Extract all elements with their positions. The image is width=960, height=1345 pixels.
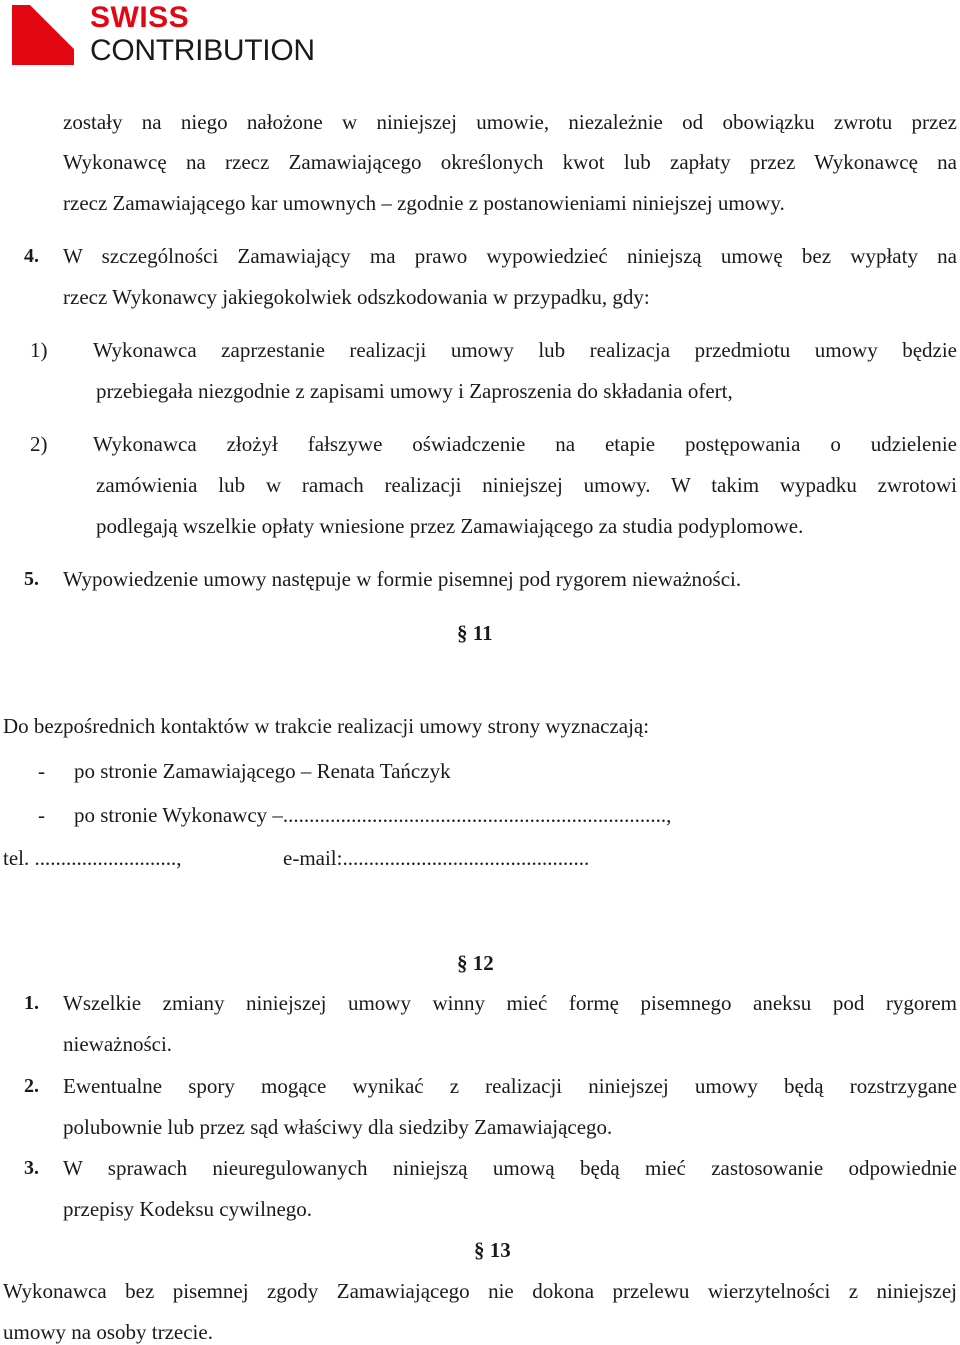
section-12-item-3-line-2: przepisy Kodeksu cywilnego. — [63, 1197, 313, 1221]
contact-2-dash: - — [38, 803, 45, 827]
section-12-item-1-line-1: Wszelkie zmiany niniejszej umowy winny mieć formę pisemnego aneksu pod rygorem — [63, 991, 957, 1015]
swiss-contribution-logo — [12, 1, 352, 67]
item-4-line-2: rzecz Wykonawcy jakiegokolwiek odszkodowania w przypadku, gdy: — [63, 285, 650, 309]
item-4-number: 4. — [24, 245, 39, 267]
section-12-item-1-number: 1. — [24, 992, 39, 1014]
contact-zamawiajacy: po stronie Zamawiającego – Renata Tańczyk — [74, 759, 451, 783]
intro-line-2: Wykonawcę na rzecz Zamawiającego określonych kwot lub zapłaty przez Wykonawcę na — [63, 150, 957, 174]
section-12-item-2-line-2: polubownie lub przez sąd właściwy dla siedziby Zamawiającego. — [63, 1115, 613, 1139]
section-11-intro: Do bezpośrednich kontaktów w trakcie realizacji umowy strony wyznaczają: — [3, 714, 650, 738]
contact-wykonawca: po stronie Wykonawcy –........................................................................., — [74, 803, 672, 827]
sub-2-number: 2) — [30, 432, 48, 456]
sub-2-line-2: zamówienia lub w ramach realizacji niniejszej umowy. W takim wypadku zwrotowi — [96, 473, 957, 497]
section-12-item-1-line-2: nieważności. — [63, 1032, 173, 1056]
item-5-text: Wypowiedzenie umowy następuje w formie pisemnej pod rygorem nieważności. — [63, 567, 742, 591]
sub-2-line-3: podlegają wszelkie opłaty wniesione przez Zamawiającego za studia podyplomowe. — [96, 514, 804, 538]
intro-line-3: rzecz Zamawiającego kar umownych – zgodnie z postanowieniami niniejszej umowy. — [63, 191, 785, 215]
section-12-heading: § 12 — [457, 951, 494, 975]
sub-1-number: 1) — [30, 338, 48, 362]
sub-2-line-1: Wykonawca złożył fałszywe oświadczenie na etapie postępowania o udzielenie — [93, 432, 957, 456]
sub-1-line-2: przebiegała niezgodnie z zapisami umowy i Zaproszenia do składania ofert, — [96, 379, 733, 403]
section-13-line-1: Wykonawca bez pisemnej zgody Zamawiającego nie dokona przelewu wierzytelności z niniejszej — [3, 1279, 957, 1303]
section-13-line-2: umowy na osoby trzecie. — [3, 1320, 213, 1344]
contact-1-dash: - — [38, 759, 45, 783]
logo-line-2: CONTRIBUTION — [90, 34, 315, 67]
logo-flag-icon — [12, 5, 74, 65]
intro-line-1: zostały na niego nałożone w niniejszej umowie, niezależnie od obowiązku zwrotu przez — [63, 110, 957, 134]
item-5-number: 5. — [24, 568, 39, 590]
section-12-item-3-line-1: W sprawach nieuregulowanych niniejszą umową będą mieć zastosowanie odpowiednie — [63, 1156, 957, 1180]
section-12-item-2-number: 2. — [24, 1075, 39, 1097]
contact-email: e-mail:............................................... — [283, 846, 590, 870]
section-11-heading: § 11 — [457, 621, 493, 645]
section-12-item-2-line-1: Ewentualne spory mogące wynikać z realizacji niniejszej umowy będą rozstrzygane — [63, 1074, 957, 1098]
contact-tel: tel. ..........................., — [3, 846, 182, 870]
section-13-heading: § 13 — [474, 1238, 511, 1262]
logo-line-1: SWISS — [90, 1, 190, 34]
sub-1-line-1: Wykonawca zaprzestanie realizacji umowy lub realizacja przedmiotu umowy będzie — [93, 338, 957, 362]
section-12-item-3-number: 3. — [24, 1157, 39, 1179]
item-4-line-1: W szczególności Zamawiający ma prawo wypowiedzieć niniejszą umowę bez wypłaty na — [63, 244, 957, 268]
